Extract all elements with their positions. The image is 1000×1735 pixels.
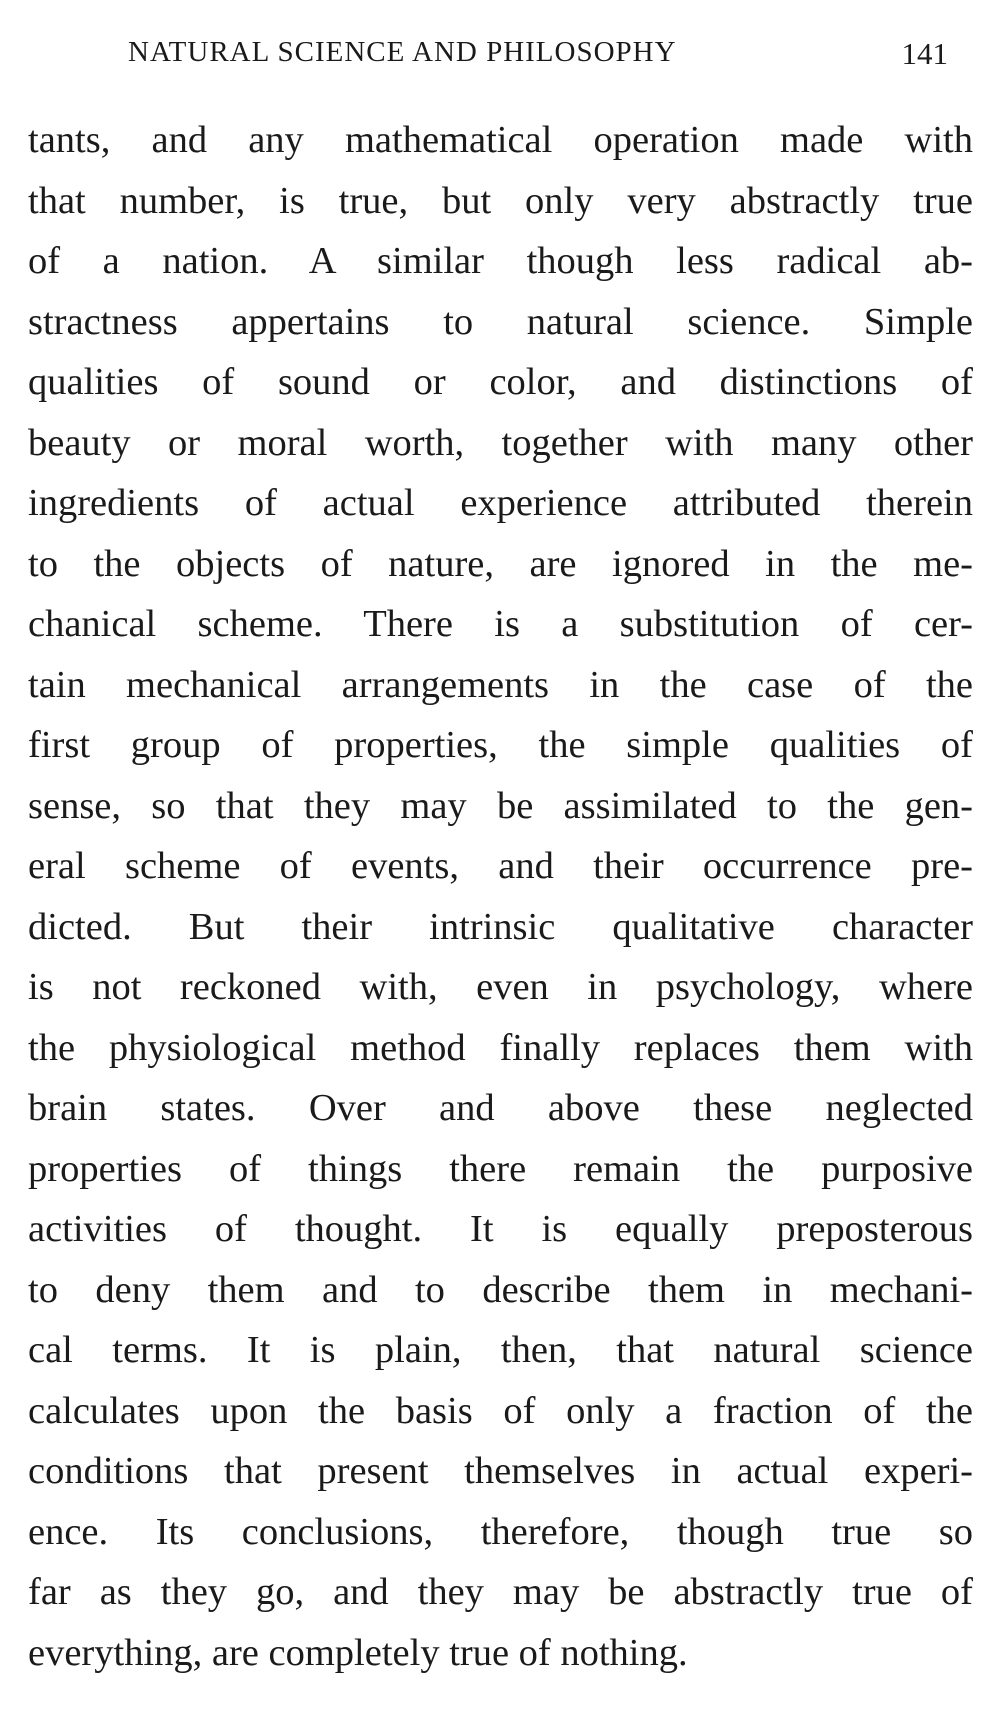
text-line: brain states. Over and above these neglected	[28, 1087, 973, 1129]
running-head	[128, 36, 948, 80]
text-line: tants, and any mathematical operation made with	[28, 119, 973, 161]
text-line: everything, are completely true of nothing.	[28, 1631, 688, 1674]
text-line: conditions that present themselves in actual experi-	[28, 1450, 973, 1492]
text-line: activities of thought. It is equally preposterous	[28, 1208, 973, 1250]
text-line: beauty or moral worth, together with many other	[28, 421, 973, 464]
text-line: calculates upon the basis of only a fraction of the	[28, 1389, 973, 1432]
text-line: eral scheme of events, and their occurrence pre-	[28, 845, 973, 887]
body-text	[28, 110, 973, 1683]
text-line: qualities of sound or color, and distinctions of	[28, 361, 973, 403]
text-line: cal terms. It is plain, then, that natural science	[28, 1329, 973, 1371]
text-line: the physiological method finally replaces them with	[28, 1026, 973, 1069]
running-title: NATURAL SCIENCE AND PHILOSOPHY	[128, 36, 677, 68]
text-line: to deny them and to describe them in mechani-	[28, 1268, 973, 1311]
text-line: of a nation. A similar though less radical ab-	[28, 240, 973, 282]
text-line: chanical scheme. There is a substitution of cer-	[28, 603, 973, 645]
text-line: dicted. But their intrinsic qualitative character	[28, 905, 973, 948]
text-line: is not reckoned with, even in psychology, where	[28, 966, 973, 1008]
text-line: ingredients of actual experience attributed therein	[28, 482, 973, 524]
text-line: far as they go, and they may be abstractly true of	[28, 1571, 973, 1613]
text-line: sense, so that they may be assimilated to the gen-	[28, 784, 973, 827]
text-line: stractness appertains to natural science. Simple	[28, 300, 973, 343]
text-line: ence. Its conclusions, therefore, though true so	[28, 1510, 973, 1553]
text-line: first group of properties, the simple qualities of	[28, 724, 973, 766]
text-line: that number, is true, but only very abstractly true	[28, 179, 973, 222]
text-line: tain mechanical arrangements in the case of the	[28, 663, 973, 706]
page-number: 141	[901, 36, 948, 71]
text-line: to the objects of nature, are ignored in the me-	[28, 542, 973, 585]
text-line: properties of things there remain the purposive	[28, 1147, 973, 1190]
